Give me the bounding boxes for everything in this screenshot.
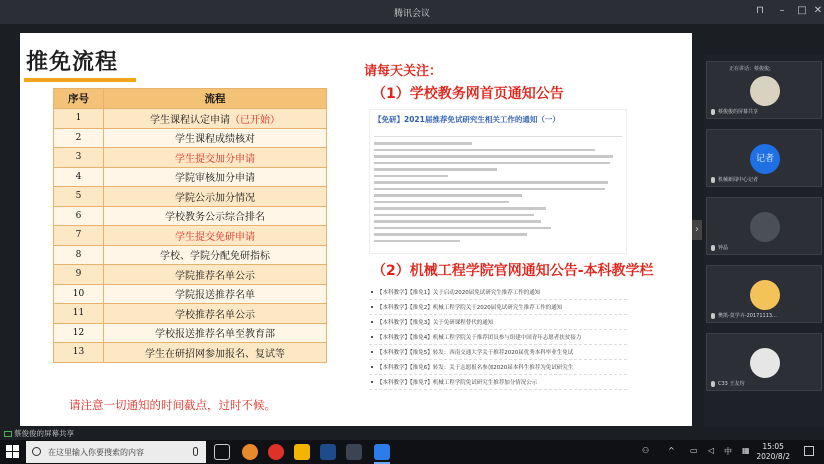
participant-name: 机械新闻中心记者 <box>718 177 759 183</box>
table-row <box>54 109 327 129</box>
step-text-cell <box>104 167 327 187</box>
mic-icon <box>711 245 715 251</box>
mic-icon <box>711 381 715 387</box>
step-text: 学校教务公示综合排名 <box>165 212 265 224</box>
step-text-cell <box>104 284 327 304</box>
close-button[interactable]: ✕ <box>813 5 823 16</box>
avatar: 记者 <box>750 144 780 174</box>
list-item <box>369 315 627 330</box>
speaking-indicator: 正在讲话：蔡俊俊; <box>729 66 771 72</box>
table-row <box>54 304 327 324</box>
step-number: 11 <box>54 304 104 324</box>
step-text: 学校报送推荐名单至教育部 <box>155 329 275 341</box>
step-number: 10 <box>54 284 104 304</box>
settings-icon[interactable] <box>346 444 362 460</box>
participant-tile[interactable] <box>706 197 822 255</box>
step-text: 学院报送推荐名单 <box>175 290 255 302</box>
step-text: 学校推荐名单公示 <box>175 309 255 321</box>
document-divider <box>374 136 622 137</box>
bullet-icon <box>371 336 373 338</box>
netease-music-icon[interactable] <box>268 444 284 460</box>
table-row <box>54 343 327 363</box>
pin-icon[interactable]: ⊓ <box>756 5 764 16</box>
step-number: 7 <box>54 226 104 246</box>
table-row <box>54 245 327 265</box>
step-text-cell <box>104 187 327 207</box>
list-item <box>369 360 627 375</box>
document-heading: 【免研】2021届推荐免试研究生相关工作的通知（一） <box>374 115 560 124</box>
table-header-row <box>54 89 327 109</box>
step-text-cell <box>104 245 327 265</box>
step-text: 学院审核加分申请 <box>175 173 255 185</box>
bullet-icon <box>371 366 373 368</box>
list-item-text: 【本科教学】【推免5】转发：西南交通大学关于推荐2020届优秀本科毕业生免试 <box>377 350 574 356</box>
bullet-icon <box>371 351 373 353</box>
mic-icon <box>711 109 715 115</box>
step-number: 2 <box>54 128 104 148</box>
step-status: （已开始） <box>230 114 280 126</box>
bullet-icon <box>371 381 373 383</box>
minimize-button[interactable]: – <box>779 5 785 16</box>
step-text-cell <box>104 128 327 148</box>
file-explorer-icon[interactable] <box>294 444 310 460</box>
network-icon[interactable]: ▭ <box>690 446 698 455</box>
tencent-meeting-taskbar-icon[interactable] <box>374 444 390 460</box>
header-process: 流程 <box>104 89 327 109</box>
bullet-icon <box>371 306 373 308</box>
avatar <box>750 212 780 242</box>
college-notice-list <box>369 285 627 390</box>
document-body-lines <box>374 142 620 246</box>
participant-name-row <box>711 312 777 319</box>
task-view-icon[interactable] <box>214 444 230 460</box>
participant-name: 蔡俊俊的屏幕共享 <box>718 109 759 115</box>
search-icon <box>32 447 41 456</box>
screen-share-bar <box>0 428 824 440</box>
step-text: 学生提交加分申请 <box>175 153 255 165</box>
section-school-notice: （1）学校教务网首页通知公告 <box>372 86 564 102</box>
list-item-text: 【本科教学】【推免3】关于免研课程替代的通知 <box>377 320 494 326</box>
window-title: 腾讯会议 <box>393 9 430 19</box>
participant-tile[interactable] <box>706 61 822 119</box>
mic-icon <box>711 177 715 183</box>
list-item-text: 【本科教学】【推免1】关于启动2020届免试研究生推荐工作的通知 <box>377 290 541 296</box>
table-row <box>54 128 327 148</box>
step-number: 12 <box>54 323 104 343</box>
table-row <box>54 265 327 285</box>
tray-chevron-up-icon[interactable]: ^ <box>668 446 675 455</box>
clock-time: 15:05 <box>762 442 784 451</box>
header-number: 序号 <box>54 89 104 109</box>
participant-name-row <box>711 176 758 183</box>
table-row <box>54 226 327 246</box>
notice-document-screenshot <box>369 109 627 254</box>
step-text: 学生课程成绩核对 <box>175 134 255 146</box>
follow-heading: 请每天关注： <box>364 64 443 79</box>
notification-icon[interactable] <box>804 446 814 456</box>
step-number: 1 <box>54 109 104 129</box>
table-row <box>54 167 327 187</box>
table-row <box>54 206 327 226</box>
step-number: 9 <box>54 265 104 285</box>
participant-tile[interactable] <box>706 265 822 323</box>
step-text: 学生提交免研申请 <box>175 231 255 243</box>
steam-icon[interactable] <box>320 444 336 460</box>
table-row <box>54 148 327 168</box>
list-item <box>369 300 627 315</box>
list-item-text: 【本科教学】【推免7】机械工程学院免试研究生推荐加分情况公示 <box>377 380 538 386</box>
participant-name: C33 王友均 <box>718 381 745 387</box>
step-number: 6 <box>54 206 104 226</box>
step-number: 8 <box>54 245 104 265</box>
windows-start-icon[interactable] <box>6 445 20 459</box>
avatar <box>750 280 780 310</box>
step-number: 3 <box>54 148 104 168</box>
clock-date: 2020/8/2 <box>756 452 790 461</box>
ime-indicator[interactable]: 中 <box>724 447 732 456</box>
section-college-notice: （2）机械工程学院官网通知公告-本科教学栏 <box>372 263 654 279</box>
table-row <box>54 187 327 207</box>
bullet-icon <box>371 291 373 293</box>
step-text-cell <box>104 304 327 324</box>
mic-icon <box>711 313 715 319</box>
table-row <box>54 323 327 343</box>
step-text: 学生在研招网参加报名、复试等 <box>145 348 285 360</box>
shared-screen-slide <box>20 33 692 426</box>
step-text-cell <box>104 206 327 226</box>
screen-share-label: 蔡俊俊的屏幕共享 <box>14 429 74 438</box>
list-item-text: 【本科教学】【推免6】转发：关于志愿报名参加2020届本科生推荐为免试研究生 <box>377 365 574 371</box>
title-underline <box>24 78 136 82</box>
avatar <box>750 76 780 106</box>
panel-collapse-arrow[interactable]: › <box>692 220 702 240</box>
list-item <box>369 345 627 360</box>
participant-tile[interactable] <box>706 129 822 187</box>
screen-share-icon <box>4 431 12 437</box>
list-item <box>369 285 627 300</box>
participant-panel <box>704 55 824 427</box>
system-clock[interactable] <box>756 442 790 462</box>
slide-title: 推免流程 <box>26 49 119 75</box>
participant-name-row <box>711 380 744 387</box>
participant-name: 樊凯-莫学卉-20171113... <box>718 313 777 319</box>
step-text-cell <box>104 148 327 168</box>
step-text: 学生课程认定申请 <box>150 114 230 126</box>
step-text-cell <box>104 323 327 343</box>
participant-name-row <box>711 108 758 115</box>
taskbar-search-box[interactable] <box>26 441 206 463</box>
step-text-cell <box>104 226 327 246</box>
deadline-note: 请注意一切通知的时间截点，过时不候。 <box>69 398 276 412</box>
search-placeholder: 在这里输入你要搜索的内容 <box>48 448 144 457</box>
step-text: 学校、学院分配免研指标 <box>160 251 270 263</box>
process-table <box>53 88 327 363</box>
step-text: 学院公示加分情况 <box>175 192 255 204</box>
microphone-icon[interactable] <box>193 447 198 456</box>
step-number: 4 <box>54 167 104 187</box>
table-row <box>54 284 327 304</box>
people-icon[interactable]: ⚇ <box>642 446 650 455</box>
list-item <box>369 330 627 345</box>
avatar <box>750 348 780 378</box>
list-item <box>369 375 627 390</box>
step-text: 学院推荐名单公示 <box>175 270 255 282</box>
step-text-cell <box>104 109 327 129</box>
bullet-icon <box>371 321 373 323</box>
participant-tile[interactable] <box>706 333 822 391</box>
step-text-cell <box>104 265 327 285</box>
step-number: 5 <box>54 187 104 207</box>
window-title-bar <box>0 0 824 24</box>
windows-taskbar <box>0 440 824 464</box>
maximize-button[interactable]: □ <box>797 5 807 16</box>
participant-name-row <box>711 244 728 251</box>
step-text-cell <box>104 343 327 363</box>
step-number: 13 <box>54 343 104 363</box>
list-item-text: 【本科教学】【推免4】机械工程学院关于推荐团员参与组建中国青年志愿者扶贫接力 <box>377 335 582 341</box>
participant-name: 钟晶 <box>718 245 729 251</box>
browser-icon[interactable] <box>242 444 258 460</box>
ime-grid-icon[interactable]: ▦ <box>742 446 750 455</box>
volume-icon[interactable]: ◁ <box>708 446 715 455</box>
list-item-text: 【本科教学】【推免2】机械工程学院关于2020届免试研究生推荐工作的通知 <box>377 305 563 311</box>
